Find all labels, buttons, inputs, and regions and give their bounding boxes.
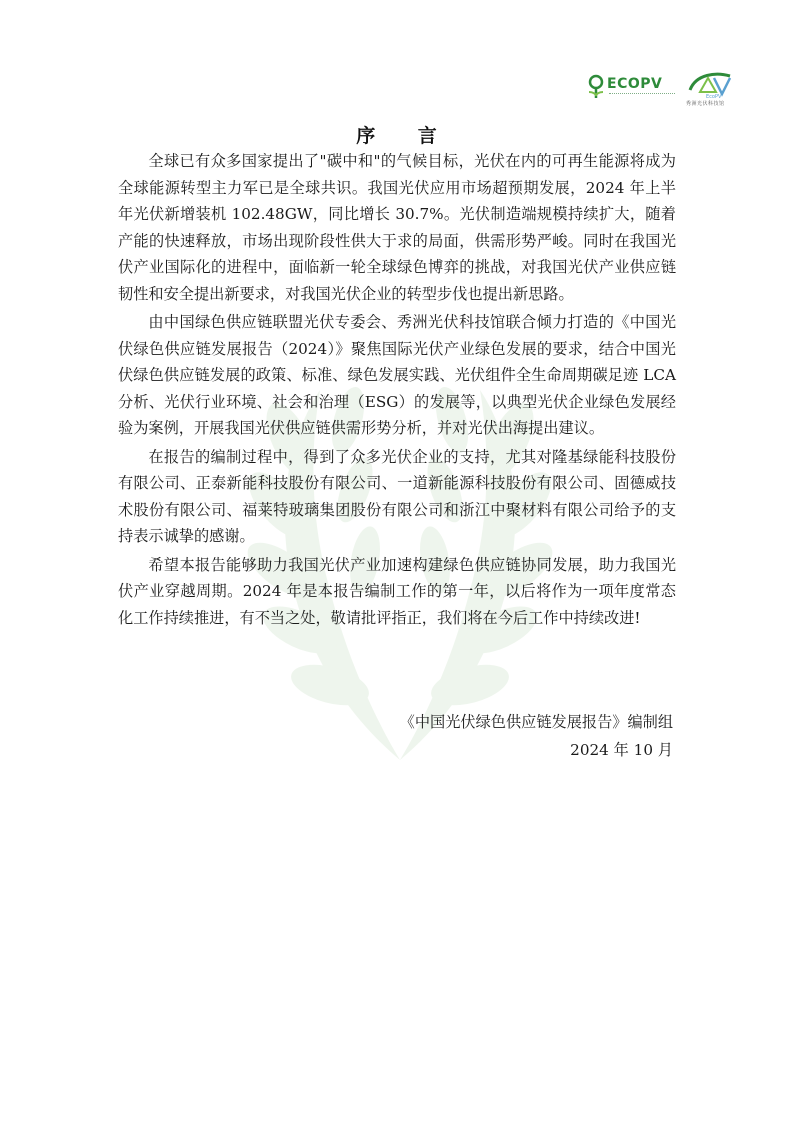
signature-date: 2024 年 10 月 [570,741,673,759]
ecopv-logo-subtext-line [609,93,675,97]
paragraph: 在报告的编制过程中，得到了众多光伏企业的支持，尤其对隆基绿能科技股份有限公司、正泰新能科技股份有限公司、一道新能源科技股份有限公司、固德威技术股份有限公司、福莱特玻璃集团股份有限公司和浙江中聚材料有限公司给予的支持表示诚挚的感谢。 [118,447,676,545]
svg-text:EcoPV: EcoPV [706,94,722,100]
ecopv-leaf-icon [585,74,607,100]
signature-org: 《中国光伏绿色供应链发展报告》编制组 [399,713,673,731]
paragraph: 由中国绿色供应链联盟光伏专委会、秀洲光伏科技馆联合倾力打造的《中国光伏绿色供应链发展报告（2024）》聚焦国际光伏产业绿色发展的要求，结合中国光伏绿色供应链发展的政策、标准、绿色发展实践、光伏组件全生命周期碳足迹 LCA 分析、光伏行业环境、社会和治理（ESG）的发展等，以典型光伏企业绿色发展经验为案例，开展我国光伏供应链供需形势分析，并对光伏出海提出建议。 [118,313,676,437]
ecopv-logo [585,72,677,104]
signature-block [400,708,673,764]
preface-body [118,148,676,631]
paragraph: 希望本报告能够助力我国光伏产业加速构建绿色供应链协同发展，助力我国光伏产业穿越周期。2024 年是本报告编制工作的第一年，以后将作为一项年度常态化工作持续推进，有不当之处，敬请批评指正，我们将在今后工作中持续改进! [118,555,676,627]
page-title: 序 言 [356,125,455,147]
paragraph: 全球已有众多国家提出了"碳中和"的气候目标，光伏在内的可再生能源将成为全球能源转型主力军已是全球共识。我国光伏应用市场超预期发展，2024 年上半年光伏新增装机 102.48GW，同比增长 30.7%。光伏制造端规模持续扩大，随着产能的快速释放，市场出现阶段性供大于求的局面，供需形势严峻。同时在我国光伏产业国际化的进程中，面临新一轮全球绿色博弈的挑战，对我国光伏产业供应链韧性和安全提出新要求，对我国光伏企业的转型步伐也提出新思路。 [118,152,676,303]
xiuzhou-swoosh-icon [686,70,736,100]
xiuzhou-logo-caption: 秀洲光伏科技馆 [686,101,725,107]
ecopv-logo-text: ECOPV [607,76,663,92]
xiuzhou-museum-logo [686,70,736,110]
